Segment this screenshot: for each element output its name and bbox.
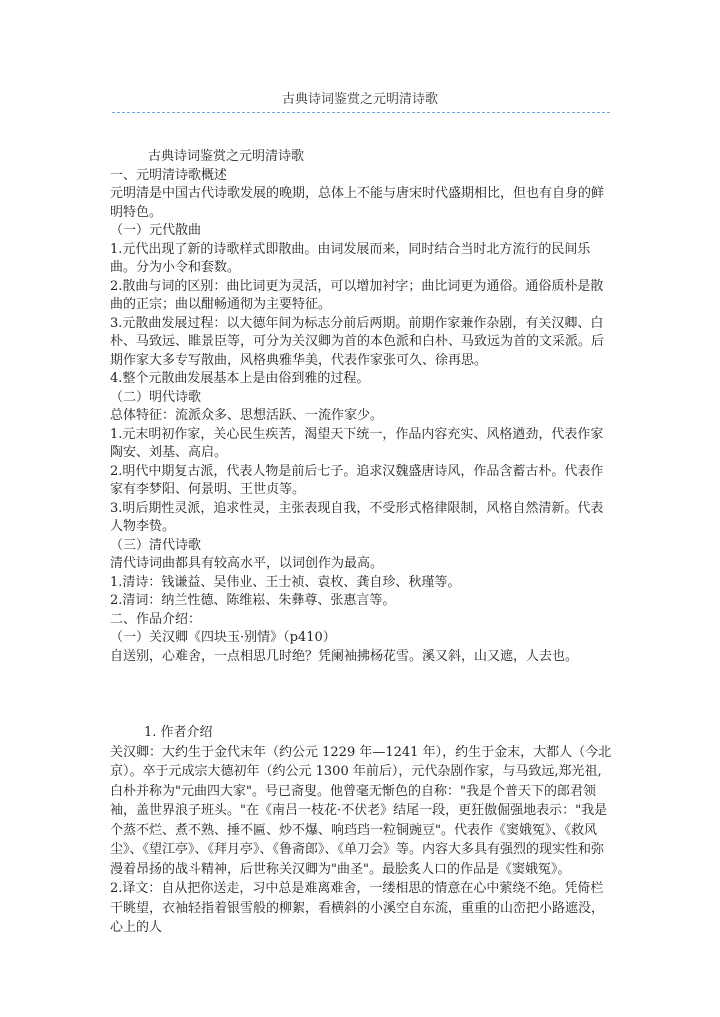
subsection-heading-qing: （三）清代诗歌 <box>110 537 202 553</box>
document-body <box>110 148 614 938</box>
spacer <box>110 666 614 724</box>
document-header-title: 古典诗词鉴赏之元明清诗歌 <box>281 92 438 107</box>
list-item: 4.整个元散曲发展基本上是由俗到雅的过程。 <box>110 371 370 386</box>
list-item: 2.散曲与词的区别：曲比词更为灵活，可以增加衬字；曲比词更为通俗。通俗质朴是散曲的正宗；曲以酣畅通彻为主要特征。 <box>110 278 604 312</box>
list-item: 3.明后期性灵派，追求性灵，主张表现自我，不受形式格律限制，风格自然清新。代表人物李贽。 <box>110 500 604 534</box>
author-paragraph: 关汉卿：大约生于金代末年（约公元 1229 年—1241 年），约生于金末，大都人（今北京）。卒于元成宗大德初年（约公元 1300 年前后），元代杂剧作家，与马致远,郑光祖,白朴并称为"元曲四大家"。号已斋叟。他曾毫无惭色的自称："我是个普天下的郎君领袖，盖世界浪子班头。"在《南吕一枝花·不伏老》结尾一段，更狂傲倔强地表示："我是个蒸不烂、煮不熟、捶不匾、炒不爆、响珰珰一粒铜豌豆"。代表作《窦娥冤》、《救风尘》、《望江亭》、《拜月亭》、《鲁斋郎》、《单刀会》等。内容大多具有强烈的现实性和弥漫着昂扬的战斗精神，后世称关汉卿为"曲圣"。最脍炙人口的作品是《窦娥冤》。 <box>110 744 612 877</box>
subsection-heading-ming: （二）明代诗歌 <box>110 389 202 405</box>
section-heading-works: 二、作品介绍： <box>110 611 202 627</box>
list-item: 2.明代中期复古派，代表人物是前后七子。追求汉魏盛唐诗风，作品含蓄古朴。代表作家有李梦阳、何景明、王世贞等。 <box>110 463 604 497</box>
body-title: 古典诗词鉴赏之元明清诗歌 <box>148 149 305 164</box>
translation-paragraph: 2.译文：自从把你送走，习中总是难离难舍，一缕相思的情意在心中萦绕不绝。凭倚栏干眺望，衣袖轻指着银雪般的柳絮，看横斜的小溪空自东流，重重的山峦把小路遮没，心上的人 <box>110 881 605 935</box>
header-divider <box>112 112 610 113</box>
list-item: 1.元末明初作家，关心民生疾苦，渴望天下统一，作品内容充实、风格遒劲，代表作家陶安、刘基、高启。 <box>110 426 604 460</box>
ming-summary: 总体特征：流派众多、思想活跃、一流作家少。 <box>110 408 384 423</box>
list-item: 3.元散曲发展过程：以大德年间为标志分前后两期。前期作家兼作杂剧，有关汉卿、白朴、马致远、睢景臣等，可分为关汉卿为首的本色派和白朴、马致远为首的文采派。后期作家大多专写散曲，风格典雅华美，代表作家张可久、徐再思。 <box>110 315 605 368</box>
subsection-heading-yuan: （一）元代散曲 <box>110 223 202 238</box>
list-item: 1.元代出现了新的诗歌样式即散曲。由词发展而来，同时结合当时北方流行的民间乐曲。分为小令和套数。 <box>110 241 591 275</box>
list-item: 2.清词：纳兰性德、陈维崧、朱彝尊、张惠言等。 <box>110 593 396 608</box>
author-heading: 1. 作者介绍 <box>144 725 213 740</box>
list-item: 1.清诗：钱谦益、吴伟业、王士祯、袁枚、龚自珍、秋瑾等。 <box>110 574 461 590</box>
poem-text: 自送别，心难舍，一点相思几时绝？凭阑袖拂杨花雪。溪又斜，山又遮，人去也。 <box>110 648 579 664</box>
overview-paragraph: 元明清是中国古代诗歌发展的晚期，总体上不能与唐宋时代盛期相比，但也有自身的鲜明特色。 <box>110 186 605 220</box>
section-heading-overview: 一、元明清诗歌概述 <box>110 167 228 183</box>
qing-summary: 清代诗词曲都具有较高水平，以词创作为最高。 <box>110 556 384 571</box>
work-heading: （一）关汉卿《四块玉·别情》（p410） <box>110 630 336 645</box>
